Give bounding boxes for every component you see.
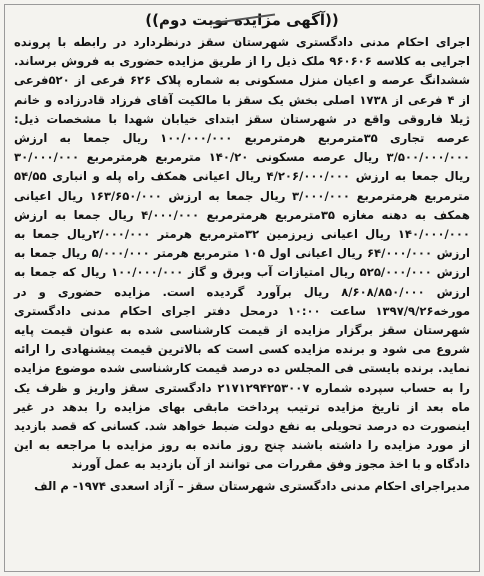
notice-border [4, 4, 480, 572]
notice-body: اجرای احکام مدنی دادگستری شهرستان سقز درنظردارد در رابطه با پرونده اجرایی به کلاسه ۹۶۰۶۰۶ ملک ذیل را از طریق مزایده حضوری به فروش برساند. ششدانگ عرصه و اعیان منزل مسکونی به شماره پلاک ۶۲۶ فرعی از ۵۲۰فرعی از ۴ فرعی از ۱۷۳۸ اصلی بخش یک سقز با مالکیت آقای فرزاد قادرزاده و خانم ژیلا فاروقی واقع در شهرستان سقز ابتدای خیابان شهدا با مشخصات ذیل: عرصه تجاری ۳۵مترمربع هرمترمربع ۱۰۰/۰۰۰/۰۰۰ ریال جمعا به ارزش ۳/۵۰۰/۰۰۰/۰۰۰ ریال عرصه مسکونی ۱۴۰/۲۰ مترمربع هرمترمربع ۳۰/۰۰۰/۰۰۰ ریال جمعا به ارزش ۴/۲۰۶/۰۰۰/۰۰۰ ریال اعیانی همکف راه پله و انباری ۵۴/۵۵ مترمربع هرمترمربع ۳/۰۰۰/۰۰۰ ریال جمعا به ارزش ۱۶۳/۶۵۰/۰۰۰ ریال اعیانی همکف به دهنه مغازه ۳۵مترمربع هرمترمربع ۴/۰۰۰/۰۰۰ ریال جمعا به ارزش ۱۴۰/۰۰۰/۰۰۰ ریال اعیانی زیرزمین ۳۲مترمربع هرمتر ۲/۰۰۰/۰۰۰ریال جمعا به ارزش ۶۴/۰۰۰/۰۰۰ ریال اعیانی اول ۱۰۵ مترمربع هرمتر ۵/۰۰۰/۰۰۰ ریال جمعا به ارزش ۵۲۵/۰۰۰/۰۰۰ ریال امتیازات آب وبرق و گاز ۱۰۰/۰۰۰/۰۰۰ ریال که جمعا به ارزش ۸/۶۰۸/۸۵۰/۰۰۰ ریال برآورد گردیده است. مزایده حضوری و در مورخه۱۳۹۷/۹/۲۶ ساعت ۱۰:۰۰ درمحل دفتر اجرای احکام مدنی دادگستری شهرستان سقز برگزار مزایده از قیمت کارشناسی شده به عنوان قیمت پایه شروع می شود و برنده مزایده کسی است که بالاترین قیمت پیشنهادی را ارائه نماید. برنده بایستی فی المجلس ده درصد قیمت کارشناسی شده موضوع مزایده را به حساب سپرده شماره ۲۱۷۱۲۹۴۲۵۳۰۰۷ دادگستری سقز واریز و ظرف یک ماه بعد از تاریخ مزایده ترتیب پرداخت مابقی بهای مزایده را بدهد در غیر اینصورت ده درصد تحویلی به نفع دولت ضبط خواهد شد. کسانی که قصد بازدید از مورد مزایده را داشته باشند چنج روز مانده به روز مزایده با مراجعه به این دادگاه و با اخذ مجوز وفق مقررات می توانند از آن بازدید به عمل آورند [14, 35, 471, 472]
notice-title: ((آگهی مزایده نوبت دوم)) [145, 11, 339, 29]
notice-signature: مدیراجرای احکام مدنی دادگستری شهرستان سقز – آزاد اسعدی ۱۹۷۴- م الف [34, 478, 470, 493]
